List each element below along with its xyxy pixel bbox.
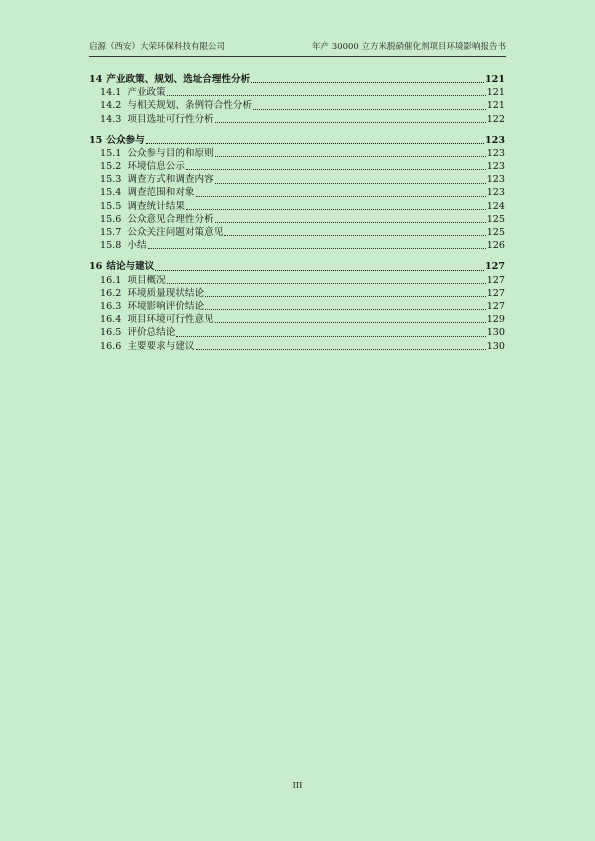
toc-entry-number: 15.8 (100, 240, 122, 252)
toc-chapter (89, 260, 505, 352)
toc-entry-title: 环境信息公示 (127, 161, 185, 173)
toc-section-entry[interactable] (89, 300, 505, 313)
toc-dot-leader (167, 94, 486, 96)
toc-section-entry[interactable] (89, 187, 505, 200)
toc-entry-page: 127 (486, 300, 505, 312)
toc-dot-leader (148, 247, 486, 249)
toc-entry-title: 与相关规划、条例符合性分析 (127, 100, 253, 112)
toc-entry-number: 16.3 (100, 300, 122, 312)
toc-entry-number: 14.1 (100, 87, 122, 99)
toc-entry-page: 123 (484, 134, 505, 146)
toc-entry-page: 121 (486, 100, 505, 112)
toc-dot-leader (205, 295, 486, 297)
toc-dot-leader (253, 108, 486, 110)
toc-section-entry[interactable] (89, 274, 505, 287)
toc-section-entry[interactable] (89, 213, 505, 226)
toc-entry-page: 126 (486, 240, 505, 252)
toc-entry-number: 16 (89, 261, 103, 273)
table-of-contents (89, 73, 505, 361)
toc-entry-page: 125 (486, 227, 505, 239)
toc-dot-leader (186, 168, 486, 170)
toc-chapter-entry[interactable] (89, 73, 505, 86)
page-header (89, 40, 506, 57)
toc-entry-title: 公众关注问题对策意见 (127, 227, 224, 239)
toc-entry-page: 125 (486, 213, 505, 225)
toc-entry-number: 15.2 (100, 161, 122, 173)
toc-dot-leader (167, 282, 486, 284)
toc-entry-title: 公众意见合理性分析 (127, 213, 214, 225)
toc-entry-page: 123 (486, 187, 505, 199)
toc-entry-title: 公众参与目的和原则 (127, 147, 214, 159)
toc-entry-number: 15.6 (100, 213, 122, 225)
toc-entry-number: 15 (89, 134, 103, 146)
toc-dot-leader (251, 81, 484, 83)
toc-entry-page: 130 (486, 340, 505, 352)
toc-dot-leader (196, 195, 486, 197)
toc-section-entry[interactable] (89, 287, 505, 300)
toc-entry-number: 15.7 (100, 227, 122, 239)
toc-entry-title: 环境影响评价结论 (127, 300, 205, 312)
toc-entry-page: 123 (486, 147, 505, 159)
toc-dot-leader (224, 234, 485, 236)
toc-entry-page: 130 (486, 327, 505, 339)
toc-dot-leader (176, 335, 485, 337)
toc-section-entry[interactable] (89, 200, 505, 213)
toc-entry-title: 调查范围和对象 (127, 187, 195, 199)
toc-entry-number: 14.2 (100, 100, 122, 112)
toc-section-entry[interactable] (89, 326, 505, 339)
toc-entry-page: 127 (484, 261, 505, 273)
toc-section-entry[interactable] (89, 226, 505, 239)
toc-chapter-entry[interactable] (89, 260, 505, 273)
toc-entry-title: 项目环境可行性意见 (127, 314, 214, 326)
toc-entry-number: 15.5 (100, 200, 122, 212)
toc-entry-number: 15.3 (100, 174, 122, 186)
toc-entry-number: 16.5 (100, 327, 122, 339)
toc-dot-leader (196, 348, 486, 350)
toc-section-entry[interactable] (89, 313, 505, 326)
toc-dot-leader (215, 221, 486, 223)
toc-entry-page: 129 (486, 314, 505, 326)
toc-dot-leader (215, 182, 486, 184)
toc-entry-title: 调查方式和调查内容 (127, 174, 214, 186)
toc-dot-leader (186, 208, 486, 210)
header-report-title: 年产 30000 立方米脱硝催化剂项目环境影响报告书 (312, 42, 506, 52)
toc-entry-page: 121 (484, 73, 505, 85)
toc-entry-page: 123 (486, 161, 505, 173)
toc-section-entry[interactable] (89, 160, 505, 173)
toc-entry-number: 16.2 (100, 287, 122, 299)
header-company: 启源（西安）大荣环保科技有限公司 (89, 42, 226, 52)
toc-dot-leader (215, 321, 486, 323)
toc-entry-title: 小结 (127, 240, 147, 252)
toc-entry-title: 项目概况 (127, 274, 166, 286)
toc-section-entry[interactable] (89, 113, 505, 126)
toc-entry-title: 主要要求与建议 (127, 340, 195, 352)
toc-section-entry[interactable] (89, 99, 505, 112)
toc-section-entry[interactable] (89, 147, 505, 160)
toc-dot-leader (205, 308, 486, 310)
toc-section-entry[interactable] (89, 173, 505, 186)
toc-entry-title: 环境质量现状结论 (127, 287, 205, 299)
toc-entry-page: 127 (486, 274, 505, 286)
toc-entry-title: 结论与建议 (106, 261, 155, 273)
toc-dot-leader (146, 142, 484, 144)
toc-chapter-entry[interactable] (89, 134, 505, 147)
toc-entry-page: 127 (486, 287, 505, 299)
toc-entry-title: 产业政策 (127, 87, 166, 99)
toc-entry-page: 123 (486, 174, 505, 186)
toc-entry-title: 调查统计结果 (127, 200, 185, 212)
toc-entry-number: 15.4 (100, 187, 122, 199)
toc-entry-title: 项目选址可行性分析 (127, 113, 214, 125)
toc-entry-title: 产业政策、规划、选址合理性分析 (106, 73, 251, 85)
toc-section-entry[interactable] (89, 86, 505, 99)
toc-entry-page: 124 (486, 200, 505, 212)
toc-entry-title: 公众参与 (106, 134, 145, 146)
toc-dot-leader (215, 155, 486, 157)
toc-chapter (89, 134, 505, 253)
toc-entry-page: 121 (486, 87, 505, 99)
toc-entry-number: 15.1 (100, 147, 122, 159)
toc-entry-page: 122 (486, 113, 505, 125)
toc-chapter (89, 73, 505, 126)
toc-entry-number: 14 (89, 73, 103, 85)
toc-entry-number: 16.4 (100, 314, 122, 326)
toc-entry-number: 16.1 (100, 274, 122, 286)
toc-entry-number: 14.3 (100, 113, 122, 125)
toc-dot-leader (155, 269, 484, 271)
toc-entry-number: 16.6 (100, 340, 122, 352)
toc-dot-leader (215, 121, 486, 123)
page-number: III (292, 781, 303, 791)
toc-entry-title: 评价总结论 (127, 327, 176, 339)
toc-section-entry[interactable] (89, 340, 505, 353)
toc-section-entry[interactable] (89, 239, 505, 252)
